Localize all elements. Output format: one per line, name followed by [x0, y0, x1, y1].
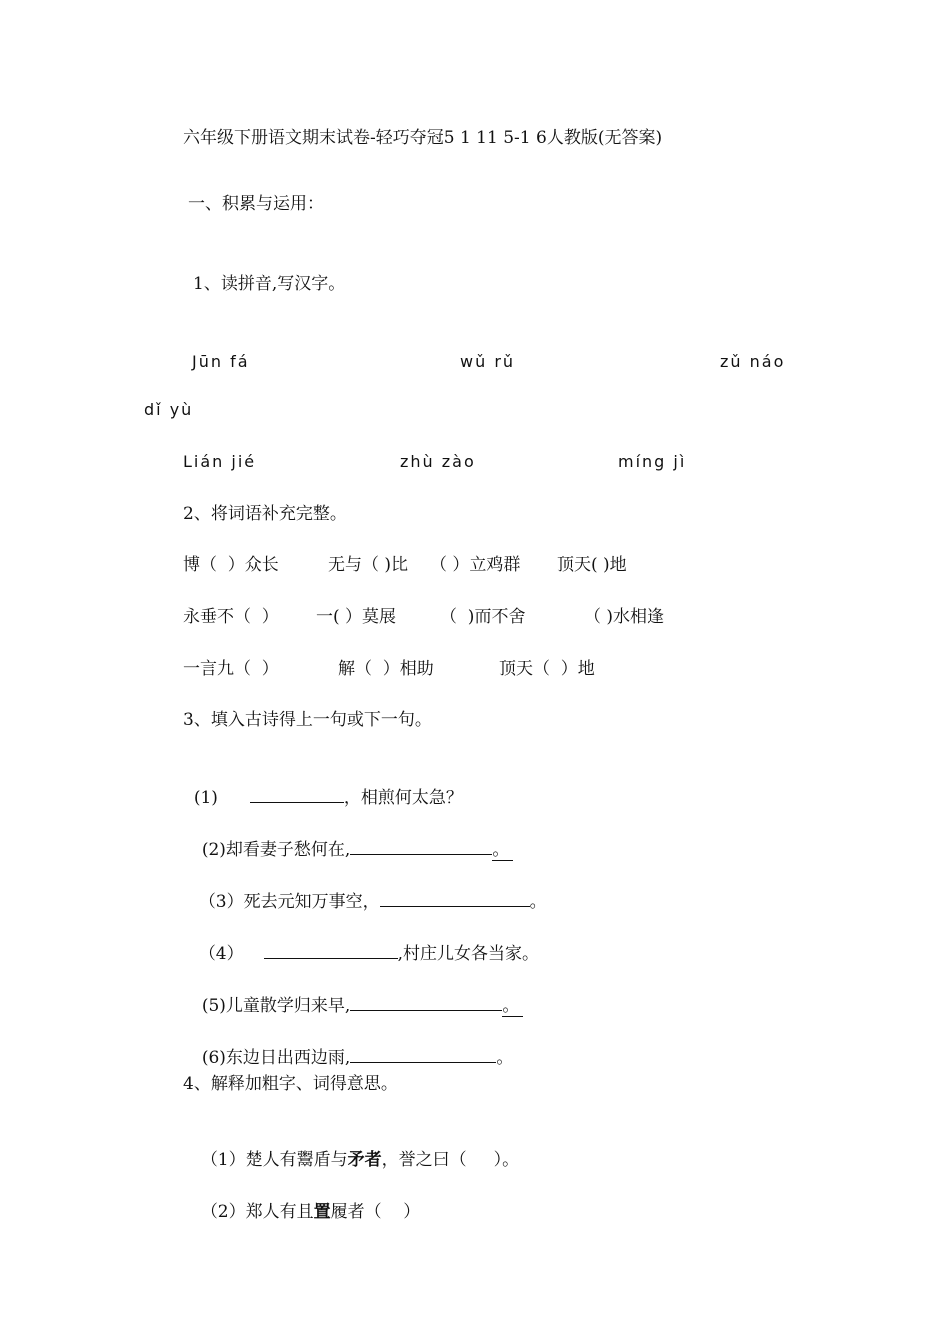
bold-word: 置: [313, 1202, 331, 1222]
explain-text: ，誉之曰（ ）。: [381, 1150, 520, 1170]
poem-text: 东边日出西边雨,: [225, 1048, 351, 1068]
idiom-item: 无与（ )比: [328, 555, 409, 575]
bold-word: 矛者: [347, 1150, 382, 1170]
pinyin-1: Jūn fá: [192, 352, 250, 371]
poem-line-2: [191, 812, 513, 862]
poem-text: 。: [529, 892, 547, 912]
idiom-item: 一( ）莫展: [316, 607, 397, 627]
idiom-item: （ ）立鸡群: [430, 555, 521, 575]
explain-text: 郑人有且: [245, 1202, 314, 1222]
explain-text: 楚人有鬻盾与: [245, 1150, 348, 1170]
poem-number: （3）: [198, 892, 244, 912]
idiom-item: （ )而不舍: [440, 607, 526, 627]
poem-text: ,村庄儿女各当家。: [397, 944, 540, 964]
poem-line-3: [188, 864, 547, 914]
poem-line-4: [188, 916, 539, 966]
poem-line-5: [191, 968, 523, 1018]
poem-answer-blank[interactable]: [264, 940, 398, 959]
pinyin-7: míng jì: [618, 452, 687, 471]
idiom-item: 解（ ）相助: [338, 659, 434, 679]
poem-text: 。: [496, 1048, 514, 1068]
poem-answer-blank[interactable]: [350, 1044, 496, 1063]
idiom-item: 顶天( )地: [557, 555, 627, 575]
question-2-heading: 2、将词语补充完整。: [183, 504, 347, 524]
question-1-heading: 1、读拼音,写汉字。: [193, 274, 346, 294]
pinyin-5: Lián jié: [183, 452, 257, 471]
poem-answer-blank[interactable]: [350, 992, 502, 1011]
idiom-item: 一言九（ ）: [183, 659, 279, 679]
document-title: 六年级下册语文期末试卷-轻巧夺冠5 1 11 5-1 6人教版(无答案): [183, 128, 663, 148]
pinyin-6: zhù zào: [400, 452, 476, 471]
poem-text: 。: [502, 996, 523, 1017]
poem-answer-blank[interactable]: [350, 836, 492, 855]
explain-number: （1）: [200, 1150, 246, 1170]
poem-text: 死去元知万事空，: [243, 892, 380, 912]
question-4-heading: 4、解释加粗字、词得意思。: [183, 1074, 398, 1094]
explain-line-2: [190, 1176, 420, 1224]
explain-number: （2）: [200, 1202, 246, 1222]
idiom-item: 永垂不（ ）: [183, 607, 279, 627]
poem-text: 却看妻子愁何在,: [225, 840, 351, 860]
pinyin-2: wǔ rǔ: [460, 352, 516, 371]
poem-answer-blank[interactable]: [250, 784, 344, 803]
idiom-item: 顶天（ ）地: [499, 659, 595, 679]
poem-number: (5): [201, 996, 226, 1016]
poem-line-6: [191, 1020, 513, 1070]
poem-text: ，相煎何太急？: [343, 788, 463, 808]
idiom-item: （ )水相逢: [584, 607, 665, 627]
idiom-item: 博（ ）众长: [183, 555, 279, 575]
poem-number: (2): [201, 840, 226, 860]
pinyin-3: zǔ náo: [720, 352, 786, 371]
explain-line-1: [190, 1124, 519, 1172]
poem-number: （4）: [198, 944, 244, 964]
poem-number: (6): [201, 1048, 226, 1068]
section-heading: 一、积累与运用：: [188, 194, 324, 214]
poem-text: 。: [492, 840, 513, 861]
poem-line-1: [183, 760, 463, 810]
question-3-heading: 3、填入古诗得上一句或下一句。: [183, 710, 432, 730]
poem-answer-blank[interactable]: [380, 888, 530, 907]
pinyin-4: dǐ yù: [144, 400, 194, 419]
poem-text: 儿童散学归来早,: [225, 996, 351, 1016]
poem-number: (1): [193, 788, 218, 808]
explain-text: 履者（ ）: [330, 1202, 421, 1222]
